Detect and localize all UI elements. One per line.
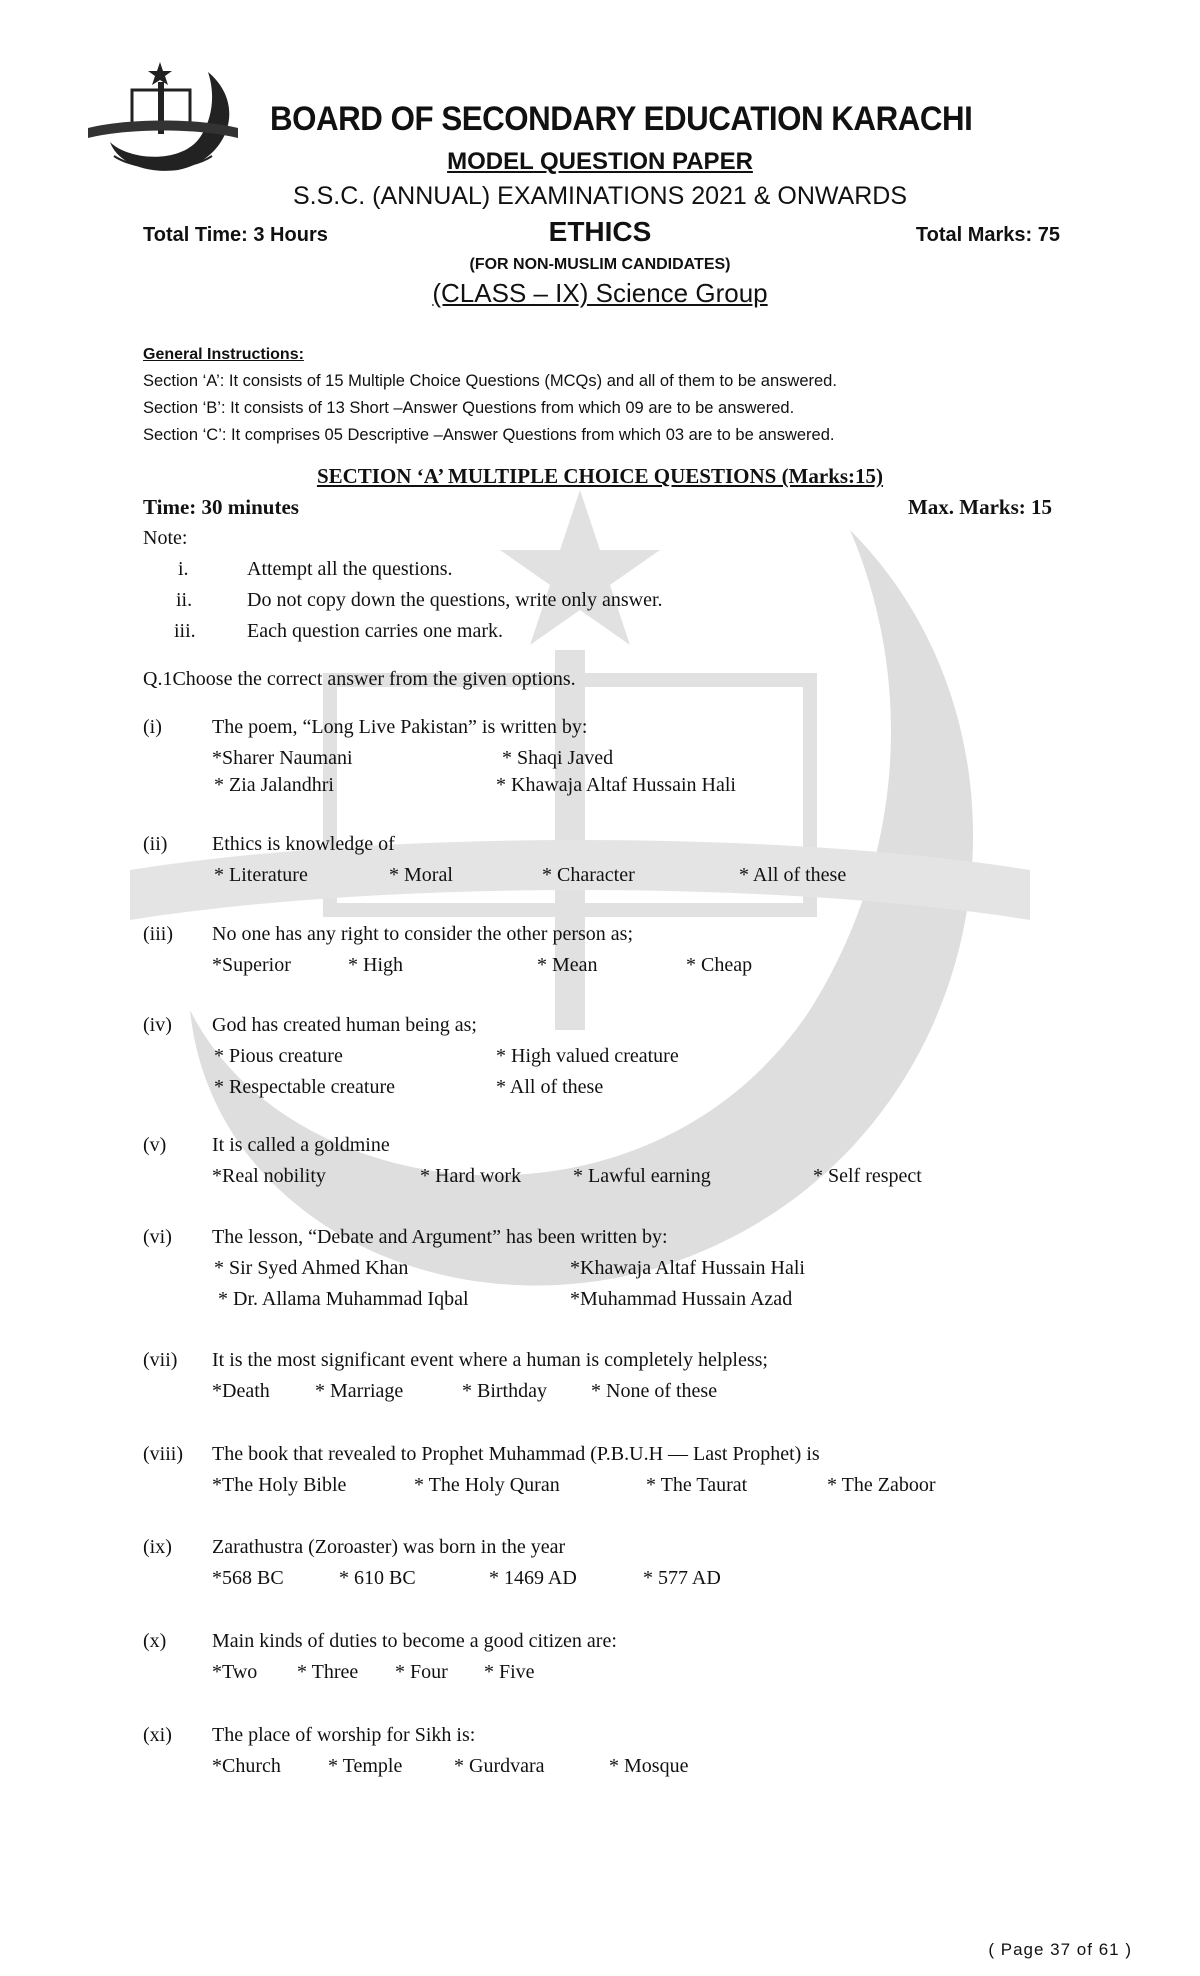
option: * All of these — [739, 864, 847, 886]
note-text: Attempt all the questions. — [247, 558, 453, 580]
option: *Church — [212, 1755, 281, 1777]
note-number: i. — [178, 558, 189, 580]
option: * Cheap — [686, 954, 753, 976]
option: * Hard work — [420, 1165, 522, 1187]
question-text: Zarathustra (Zoroaster) was born in the year — [212, 1536, 566, 1558]
board-title: BOARD OF SECONDARY EDUCATION KARACHI — [270, 100, 973, 138]
question-text: It is called a goldmine — [212, 1134, 390, 1156]
question-text: No one has any right to consider the other person as; — [212, 923, 634, 945]
option: * Character — [542, 864, 635, 886]
option: * Mosque — [609, 1755, 689, 1777]
section-a-title: SECTION ‘A’ MULTIPLE CHOICE QUESTIONS (Marks:15) — [316, 464, 884, 488]
question-text: The book that revealed to Prophet Muhammad (P.B.U.H — Last Prophet) is — [212, 1443, 820, 1465]
question-number: (vi) — [143, 1226, 172, 1248]
exam-line: S.S.C. (ANNUAL) EXAMINATIONS 2021 & ONWARDS — [292, 182, 907, 210]
option: * Zia Jalandhri — [214, 774, 334, 796]
question-number: (i) — [143, 716, 162, 738]
option: * The Zaboor — [827, 1474, 936, 1496]
option: * All of these — [496, 1076, 604, 1098]
option: * Mean — [537, 954, 598, 976]
option: * The Taurat — [646, 1474, 748, 1496]
option: *568 BC — [212, 1567, 284, 1589]
question-text: Main kinds of duties to become a good citizen are: — [212, 1630, 617, 1652]
option: *Khawaja Altaf Hussain Hali — [570, 1257, 805, 1279]
question-text: Ethics is knowledge of — [212, 833, 395, 855]
option: * Five — [484, 1661, 535, 1683]
question-text: The place of worship for Sikh is: — [212, 1724, 476, 1746]
question-text: It is the most significant event where a human is completely helpless; — [212, 1349, 768, 1371]
board-emblem-watermark — [130, 450, 1030, 1350]
option: * Dr. Allama Muhammad Iqbal — [218, 1288, 469, 1310]
total-time: Total Time: 3 Hours — [143, 224, 328, 246]
option: * Literature — [214, 864, 308, 886]
question-number: (xi) — [143, 1724, 172, 1746]
instruction-line: Section ‘C’: It comprises 05 Descriptive –Answer Questions from which 03 are to be answered. — [143, 426, 835, 444]
option: *Two — [212, 1661, 258, 1683]
option: * Shaqi Javed — [502, 747, 614, 769]
option: * Khawaja Altaf Hussain Hali — [496, 774, 736, 796]
note-number: iii. — [174, 620, 196, 642]
question-number: (viii) — [143, 1443, 183, 1465]
option: * 1469 AD — [489, 1567, 577, 1589]
option: * Sir Syed Ahmed Khan — [214, 1257, 409, 1279]
note-text: Do not copy down the questions, write only answer. — [247, 589, 663, 611]
question-number: (iv) — [143, 1014, 172, 1036]
question-text: The lesson, “Debate and Argument” has been written by: — [212, 1226, 668, 1248]
question-number: (vii) — [143, 1349, 178, 1371]
instruction-line: Section ‘B’: It consists of 13 Short –Answer Questions from which 09 are to be answered. — [143, 399, 795, 417]
page-number: ( Page 37 of 61 ) — [988, 1940, 1132, 1959]
note-label: Note: — [143, 527, 188, 549]
option: * 610 BC — [339, 1567, 416, 1589]
option: *Real nobility — [212, 1165, 326, 1187]
option: * Marriage — [315, 1380, 404, 1402]
option: * Self respect — [813, 1165, 922, 1187]
option: * None of these — [591, 1380, 718, 1402]
option: *Superior — [212, 954, 291, 976]
question-number: (x) — [143, 1630, 167, 1652]
option: * The Holy Quran — [414, 1474, 560, 1496]
question-number: (ix) — [143, 1536, 172, 1558]
option: * Moral — [389, 864, 453, 886]
option: *Death — [212, 1380, 270, 1402]
option: *The Holy Bible — [212, 1474, 347, 1496]
section-a-time: Time: 30 minutes — [143, 495, 299, 519]
instruction-line: Section ‘A’: It consists of 15 Multiple Choice Questions (MCQs) and all of them to be answered. — [143, 372, 837, 390]
general-instructions-heading: General Instructions: — [143, 346, 304, 363]
section-a-max-marks: Max. Marks: 15 — [907, 495, 1052, 519]
option: * Pious creature — [214, 1045, 343, 1067]
option: *Muhammad Hussain Azad — [570, 1288, 793, 1310]
note-number: ii. — [176, 589, 193, 611]
question-text: God has created human being as; — [212, 1014, 477, 1036]
question-number: (iii) — [143, 923, 173, 945]
option: * Respectable creature — [214, 1076, 396, 1098]
option: * High — [348, 954, 403, 976]
option: * Lawful earning — [573, 1165, 711, 1187]
question-text: The poem, “Long Live Pakistan” is written by: — [212, 716, 588, 738]
option: * Temple — [328, 1755, 403, 1777]
option: * 577 AD — [643, 1567, 721, 1589]
subject-title: ETHICS — [548, 216, 652, 247]
total-marks: Total Marks: 75 — [915, 224, 1060, 246]
option: * Gurdvara — [454, 1755, 545, 1777]
question-number: (v) — [143, 1134, 167, 1156]
question-number: (ii) — [143, 833, 168, 855]
option: * Birthday — [462, 1380, 547, 1402]
note-text: Each question carries one mark. — [247, 620, 504, 642]
option: *Sharer Naumani — [212, 747, 353, 769]
option: * Four — [395, 1661, 448, 1683]
option: * High valued creature — [496, 1045, 679, 1067]
q1-instruction: Q.1Choose the correct answer from the given options. — [143, 668, 576, 690]
option: * Three — [297, 1661, 359, 1683]
class-line: (CLASS – IX) Science Group — [432, 278, 768, 308]
model-paper-heading: MODEL QUESTION PAPER — [447, 148, 753, 175]
candidates-line: (FOR NON-MUSLIM CANDIDATES) — [469, 256, 731, 273]
